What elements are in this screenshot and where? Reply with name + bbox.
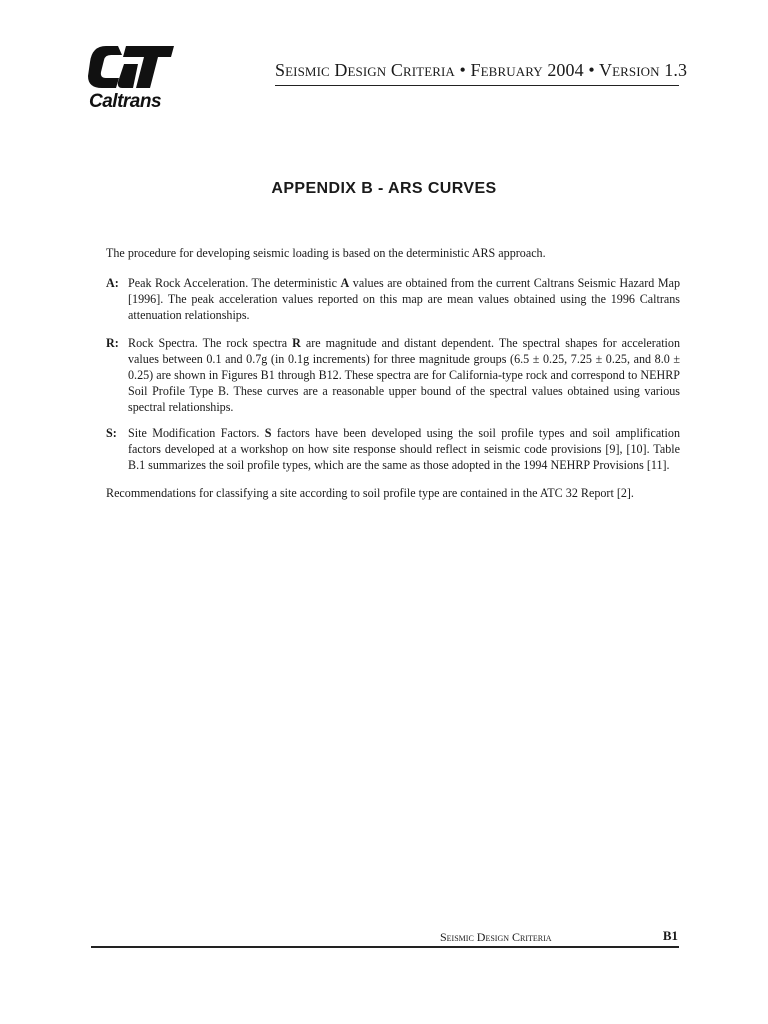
footer-divider [91, 946, 679, 948]
appendix-title: APPENDIX B - ARS CURVES [271, 180, 497, 197]
item-s-tag: S: [106, 426, 117, 440]
item-a-text: Peak Rock Acceleration. The deterministic A values are obtained from the current Caltrans Seismic Hazard Map [1996]. The peak acceleration values reported on this map are mean values obtained using the 1996 Caltrans attenuation relationships. [128, 276, 680, 322]
caltrans-wordmark: Caltrans [89, 91, 162, 112]
ct-logo-mark-icon [88, 44, 174, 90]
item-r [106, 335, 680, 415]
item-a-tag: A: [106, 276, 119, 290]
header-divider [275, 85, 679, 86]
item-s-text: Site Modification Factors. S factors have been developed using the soil profile types and soil amplification factors developed at a workshop on how site response should reflect in seismic code provisions [9], [10]. Table B.1 summarizes the soil profile types, which are the same as those adopted in the 1994 NEHRP Provisions [11]. [128, 426, 680, 472]
caltrans-logo [88, 44, 178, 120]
intro-paragraph: The procedure for developing seismic loading is based on the deterministic ARS approach. [106, 246, 546, 260]
item-a [106, 275, 680, 323]
header-title: Seismic Design Criteria • February 2004 • Version 1.3 [275, 60, 688, 80]
item-r-tag: R: [106, 336, 119, 350]
page-number: B1 [662, 928, 678, 943]
footer-title: Seismic Design Criteria [440, 930, 552, 944]
closing-paragraph: Recommendations for classifying a site according to soil profile type are contained in the ATC 32 Report [2]. [106, 486, 634, 500]
item-s [106, 425, 680, 473]
item-r-text: Rock Spectra. The rock spectra R are magnitude and distant dependent. The spectral shapes for acceleration values between 0.1 and 0.7g (in 0.1g increments) for three magnitude groups (6.5 ± 0.25, 7.25 ± 0.25, and 8.0 ± 0.25) are shown in Figures B1 through B12. These spectra are for California-type rock and correspond to NEHRP Soil Profile Type B. These curves are a reasonable upper bound of the spectral values obtained using various spectral relationships. [128, 336, 681, 414]
